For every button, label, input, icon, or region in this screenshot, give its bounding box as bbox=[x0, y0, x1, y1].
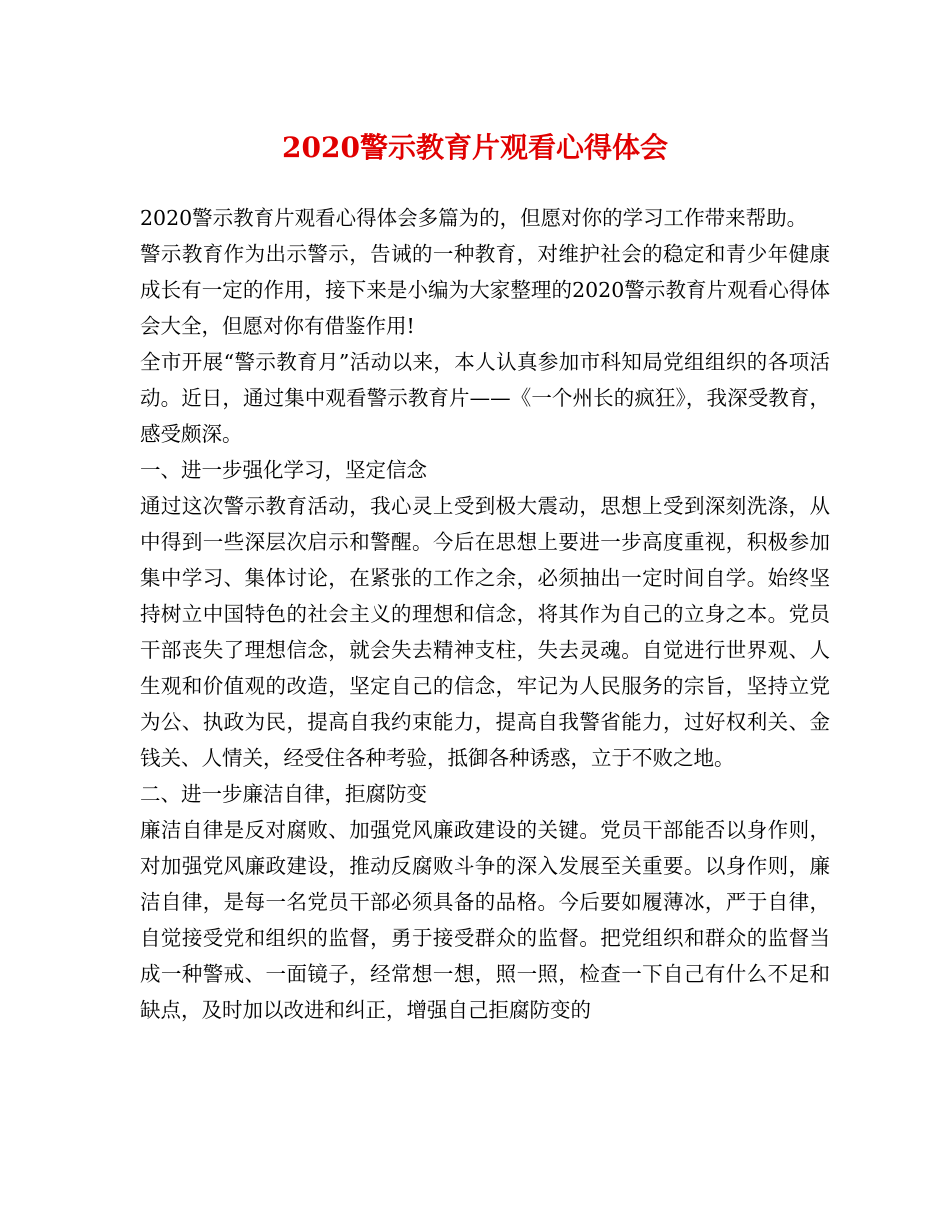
section-heading: 一、进一步强化学习，坚定信念 bbox=[140, 458, 427, 482]
intro-paragraph: 2020警示教育片观看心得体会多篇为的，但愿对你的学习工作带来帮助。 bbox=[140, 206, 808, 230]
document-title: 2020警示教育片观看心得体会 bbox=[282, 131, 668, 164]
body-paragraph: 全市开展“警示教育月”活动以来，本人认真参加市科知局党组组织的各项活动。近日，通过集中观看警示教育片——《一个州长的疯狂》，我深受教育，感受颇深。 bbox=[140, 350, 830, 446]
document-body bbox=[140, 200, 830, 1028]
body-paragraph: 通过这次警示教育活动，我心灵上受到极大震动，思想上受到深刻洗涤，从中得到一些深层次启示和警醒。今后在思想上要进一步高度重视，积极参加集中学习、集体讨论，在紧张的工作之余，必须抽出一定时间自学。始终坚持树立中国特色的社会主义的理想和信念，将其作为自己的立身之本。党员干部丧失了理想信念，就会失去精神支柱，失去灵魂。自觉进行世界观、人生观和价值观的改造，坚定自己的信念，牢记为人民服务的宗旨，坚持立党为公、执政为民，提高自我约束能力，提高自我警省能力，过好权利关、金钱关、人情关，经受住各种考验，抵御各种诱惑，立于不败之地。 bbox=[140, 494, 830, 770]
body-paragraph: 廉洁自律是反对腐败、加强党风廉政建设的关键。党员干部能否以身作则，对加强党风廉政建设，推动反腐败斗争的深入发展至关重要。以身作则，廉洁自律，是每一名党员干部必须具备的品格。今后要如履薄冰，严于自律，自觉接受党和组织的监督，勇于接受群众的监督。把党组织和群众的监督当成一种警戒、一面镜子，经常想一想，照一照，检查一下自己有什么不足和缺点，及时加以改进和纠正，增强自己拒腐防变的 bbox=[140, 818, 830, 1022]
section-heading: 二、进一步廉洁自律，拒腐防变 bbox=[140, 782, 427, 806]
intro-paragraph: 警示教育作为出示警示，告诫的一种教育，对维护社会的稳定和青少年健康成长有一定的作用，接下来是小编为大家整理的2020警示教育片观看心得体会大全，但愿对你有借鉴作用! bbox=[140, 242, 830, 338]
